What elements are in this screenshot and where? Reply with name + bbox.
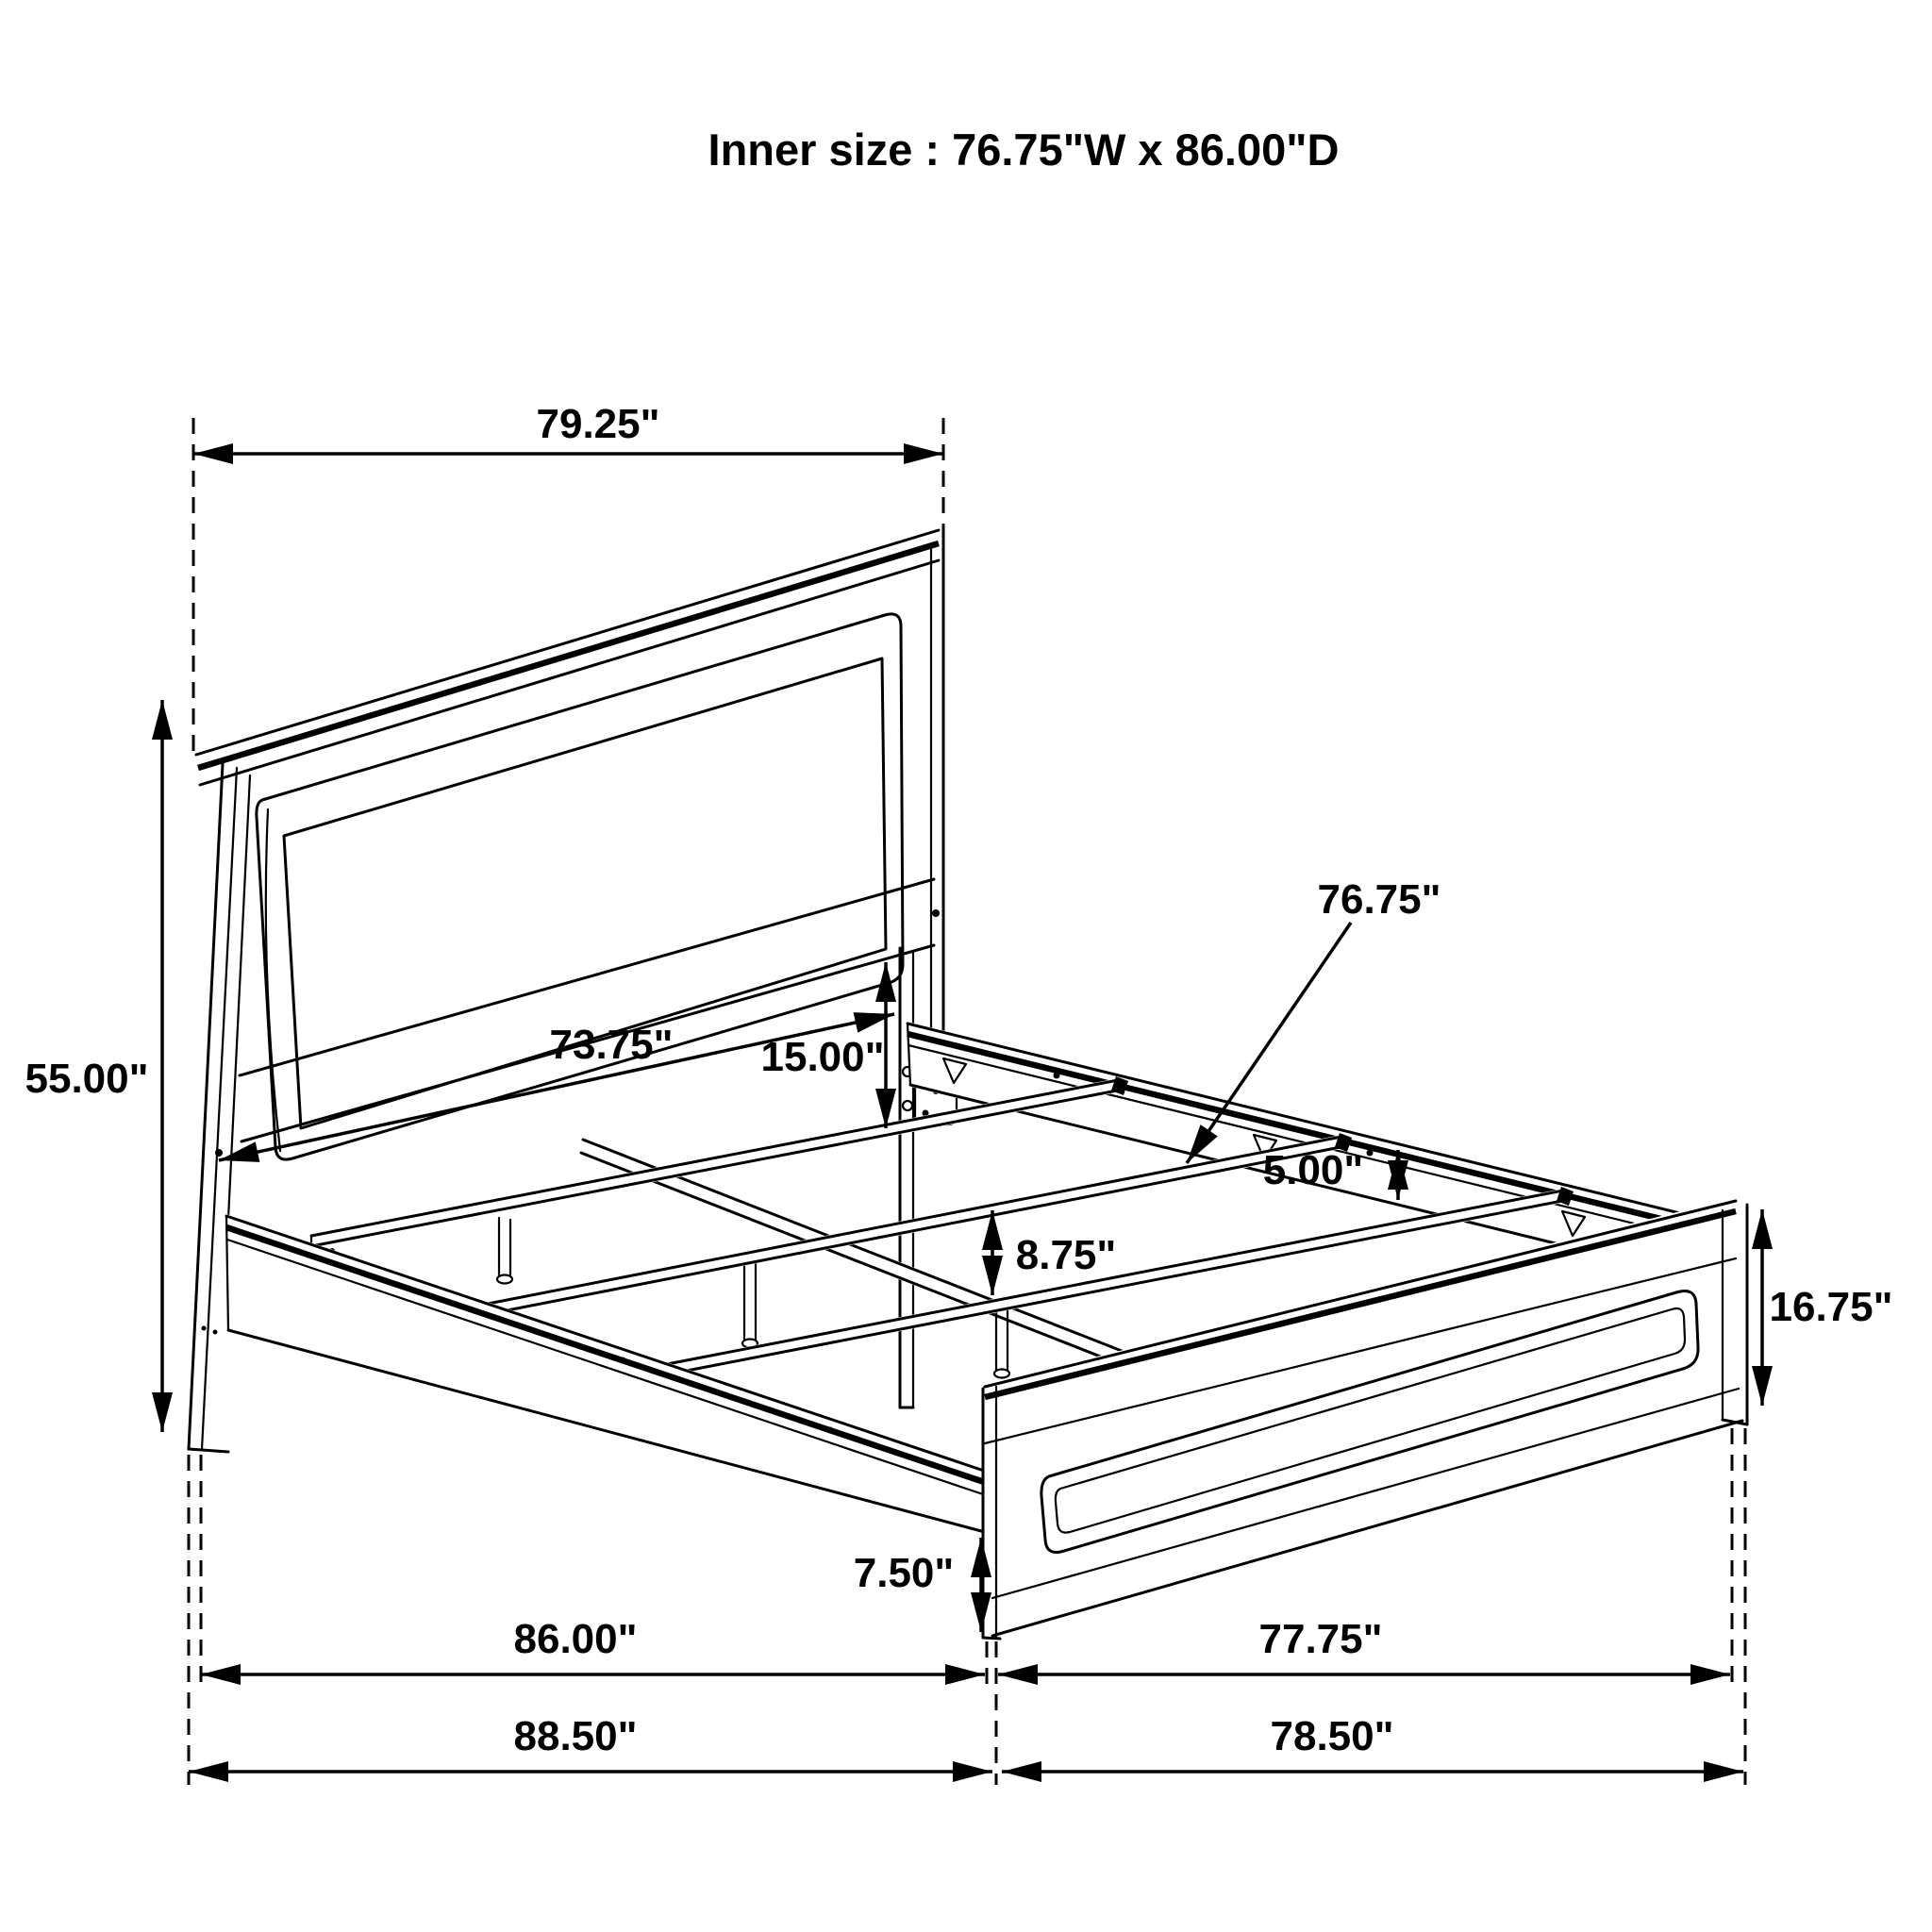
dim-label-rail-height: 5.00" xyxy=(1262,1147,1364,1193)
support-leg xyxy=(497,1218,512,1284)
dim-label-outer-length: 88.50" xyxy=(513,1713,638,1759)
support-leg xyxy=(742,1260,758,1348)
page-title: Inner size : 76.75"W x 86.00"D xyxy=(708,125,1340,175)
dim-label-rail-to-slat: 15.00" xyxy=(760,1034,885,1080)
dim-label-headboard-height: 55.00" xyxy=(25,1056,149,1102)
dim-label-inner-length: 86.00" xyxy=(513,1616,638,1662)
dim-label-footboard-outer-width: 78.50" xyxy=(1270,1713,1394,1759)
dim-label-slat-height: 8.75" xyxy=(1015,1232,1117,1278)
dim-label-slat-length: 76.75" xyxy=(1317,876,1441,923)
dim-label-headboard-width: 79.25" xyxy=(536,401,660,447)
dim-label-rail-clearance: 7.50" xyxy=(853,1550,955,1596)
dim-label-inner-width: 73.75" xyxy=(549,1022,674,1068)
dim-label-footboard-height: 16.75" xyxy=(1769,1284,1893,1330)
dim-label-footboard-inner-width: 77.75" xyxy=(1258,1616,1383,1662)
